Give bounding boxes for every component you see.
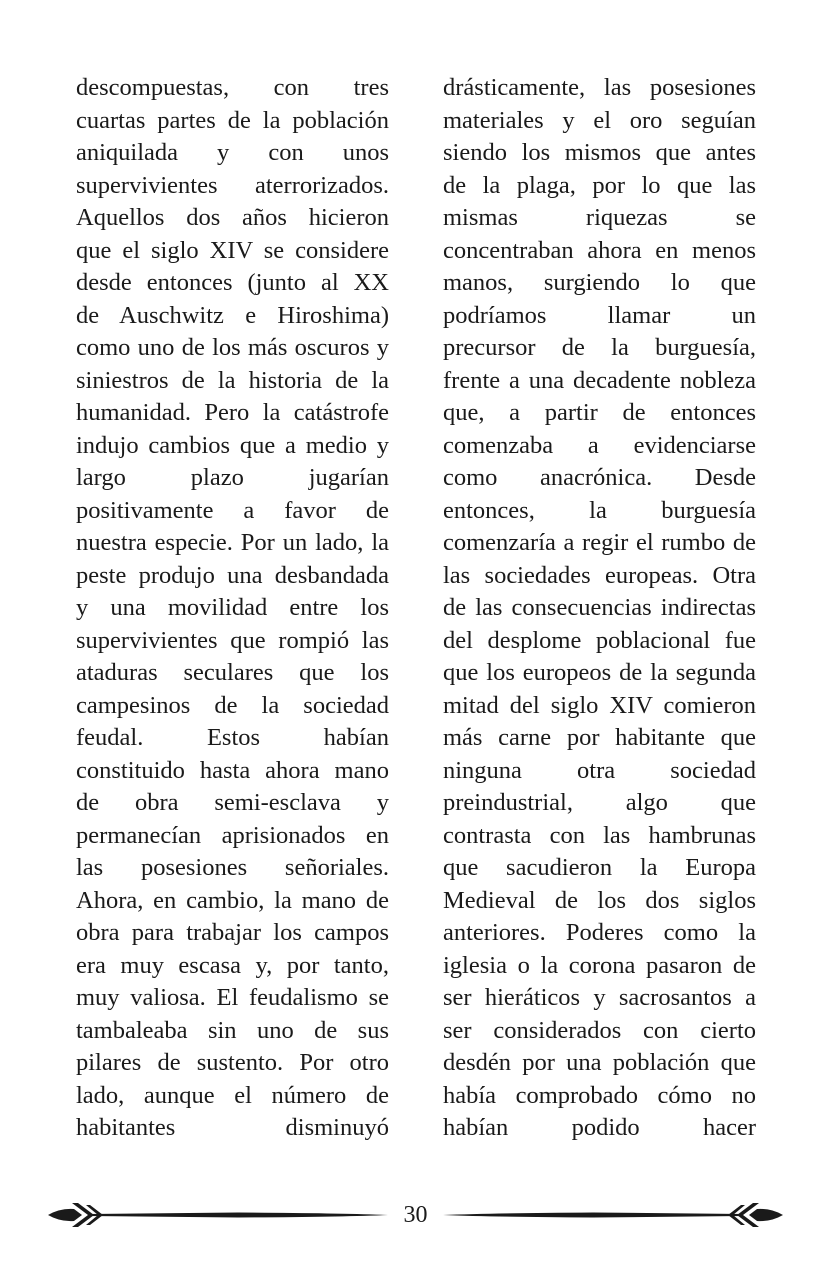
- text-line: ser hieráticos y sacrosantos a: [443, 984, 756, 1011]
- left-text-column: [76, 72, 389, 1145]
- text-line: supervivientes que rompió las: [76, 626, 389, 654]
- text-line: entonces, la burguesía: [443, 496, 756, 524]
- page-footer: [0, 1195, 831, 1235]
- text-line: permanecían aprisionados en: [76, 821, 389, 849]
- text-line: las posesiones señoriales.: [76, 854, 389, 881]
- text-line: comenzaría a regir el rumbo de: [443, 529, 756, 556]
- text-line: lado, aunque el número de: [76, 1081, 389, 1109]
- text-line: podríamos llamar un: [443, 301, 756, 329]
- right-arrow-ornament-icon: [443, 1195, 783, 1235]
- text-line: siendo los mismos que antes: [443, 139, 756, 166]
- text-line: y una movilidad entre los: [76, 594, 389, 621]
- text-line: supervivientes aterrorizados.: [76, 171, 389, 199]
- text-line: mitad del siglo XIV comieron: [443, 691, 756, 719]
- text-line: feudal. Estos habían: [76, 724, 389, 751]
- text-line: campesinos de la sociedad: [76, 691, 389, 719]
- text-line: habían podido hacer: [443, 1114, 756, 1141]
- text-line: que, a partir de entonces: [443, 399, 756, 426]
- text-line: desdén por una población que: [443, 1049, 756, 1076]
- text-line: habitantes disminuyó: [76, 1114, 389, 1141]
- page-number: 30: [403, 1202, 428, 1228]
- text-line: ataduras seculares que los: [76, 659, 389, 686]
- text-line: largo plazo jugarían: [76, 464, 389, 491]
- text-line: como uno de los más oscuros y: [76, 334, 389, 361]
- text-line: humanidad. Pero la catástrofe: [76, 399, 389, 426]
- right-text-column: [443, 72, 756, 1145]
- text-line: como anacrónica. Desde: [443, 464, 756, 491]
- text-line: anteriores. Poderes como la: [443, 919, 756, 946]
- text-line: de Auschwitz e Hiroshima): [76, 301, 389, 329]
- text-line: comenzaba a evidenciarse: [443, 431, 756, 459]
- text-line: frente a una decadente nobleza: [443, 366, 756, 394]
- text-line: Aquellos dos años hicieron: [76, 204, 389, 231]
- text-line: materiales y el oro seguían: [443, 106, 756, 134]
- text-line: cuartas partes de la población: [76, 106, 389, 134]
- text-line: iglesia o la corona pasaron de: [443, 951, 756, 979]
- text-line: peste produjo una desbandada: [76, 561, 389, 589]
- text-line: había comprobado cómo no: [443, 1081, 756, 1109]
- text-line: era muy escasa y, por tanto,: [76, 951, 389, 979]
- text-line: muy valiosa. El feudalismo se: [76, 984, 389, 1011]
- text-line: desde entonces (junto al XX: [76, 269, 389, 296]
- text-line: Ahora, en cambio, la mano de: [76, 886, 389, 914]
- text-line: de obra semi-esclava y: [76, 789, 389, 816]
- text-line: que los europeos de la segunda: [443, 659, 756, 686]
- text-line: ninguna otra sociedad: [443, 756, 756, 784]
- text-line: indujo cambios que a medio y: [76, 431, 389, 459]
- text-line: contrasta con las hambrunas: [443, 821, 756, 849]
- text-line: ser considerados con cierto: [443, 1016, 756, 1044]
- text-line: obra para trabajar los campos: [76, 919, 389, 946]
- text-line: positivamente a favor de: [76, 496, 389, 524]
- text-line: que el siglo XIV se considere: [76, 236, 389, 264]
- text-line: manos, surgiendo lo que: [443, 269, 756, 296]
- text-line: nuestra especie. Por un lado, la: [76, 529, 389, 556]
- text-line: tambaleaba sin uno de sus: [76, 1016, 389, 1044]
- text-line: las sociedades europeas. Otra: [443, 561, 756, 589]
- text-line: pilares de sustento. Por otro: [76, 1049, 389, 1076]
- text-line: Medieval de los dos siglos: [443, 886, 756, 914]
- text-line: aniquilada y con unos: [76, 139, 389, 166]
- text-line: descompuestas, con tres: [76, 74, 389, 101]
- text-line: constituido hasta ahora mano: [76, 756, 389, 784]
- text-line: siniestros de la historia de la: [76, 366, 389, 394]
- text-line: concentraban ahora en menos: [443, 236, 756, 264]
- text-line: del desplome poblacional fue: [443, 626, 756, 654]
- text-line: que sacudieron la Europa: [443, 854, 756, 881]
- text-line: mismas riquezas se: [443, 204, 756, 231]
- text-line: precursor de la burguesía,: [443, 334, 756, 361]
- text-line: drásticamente, las posesiones: [443, 74, 756, 101]
- text-line: más carne por habitante que: [443, 724, 756, 751]
- text-line: preindustrial, algo que: [443, 789, 756, 816]
- text-line: de la plaga, por lo que las: [443, 171, 756, 199]
- text-line: de las consecuencias indirectas: [443, 594, 756, 621]
